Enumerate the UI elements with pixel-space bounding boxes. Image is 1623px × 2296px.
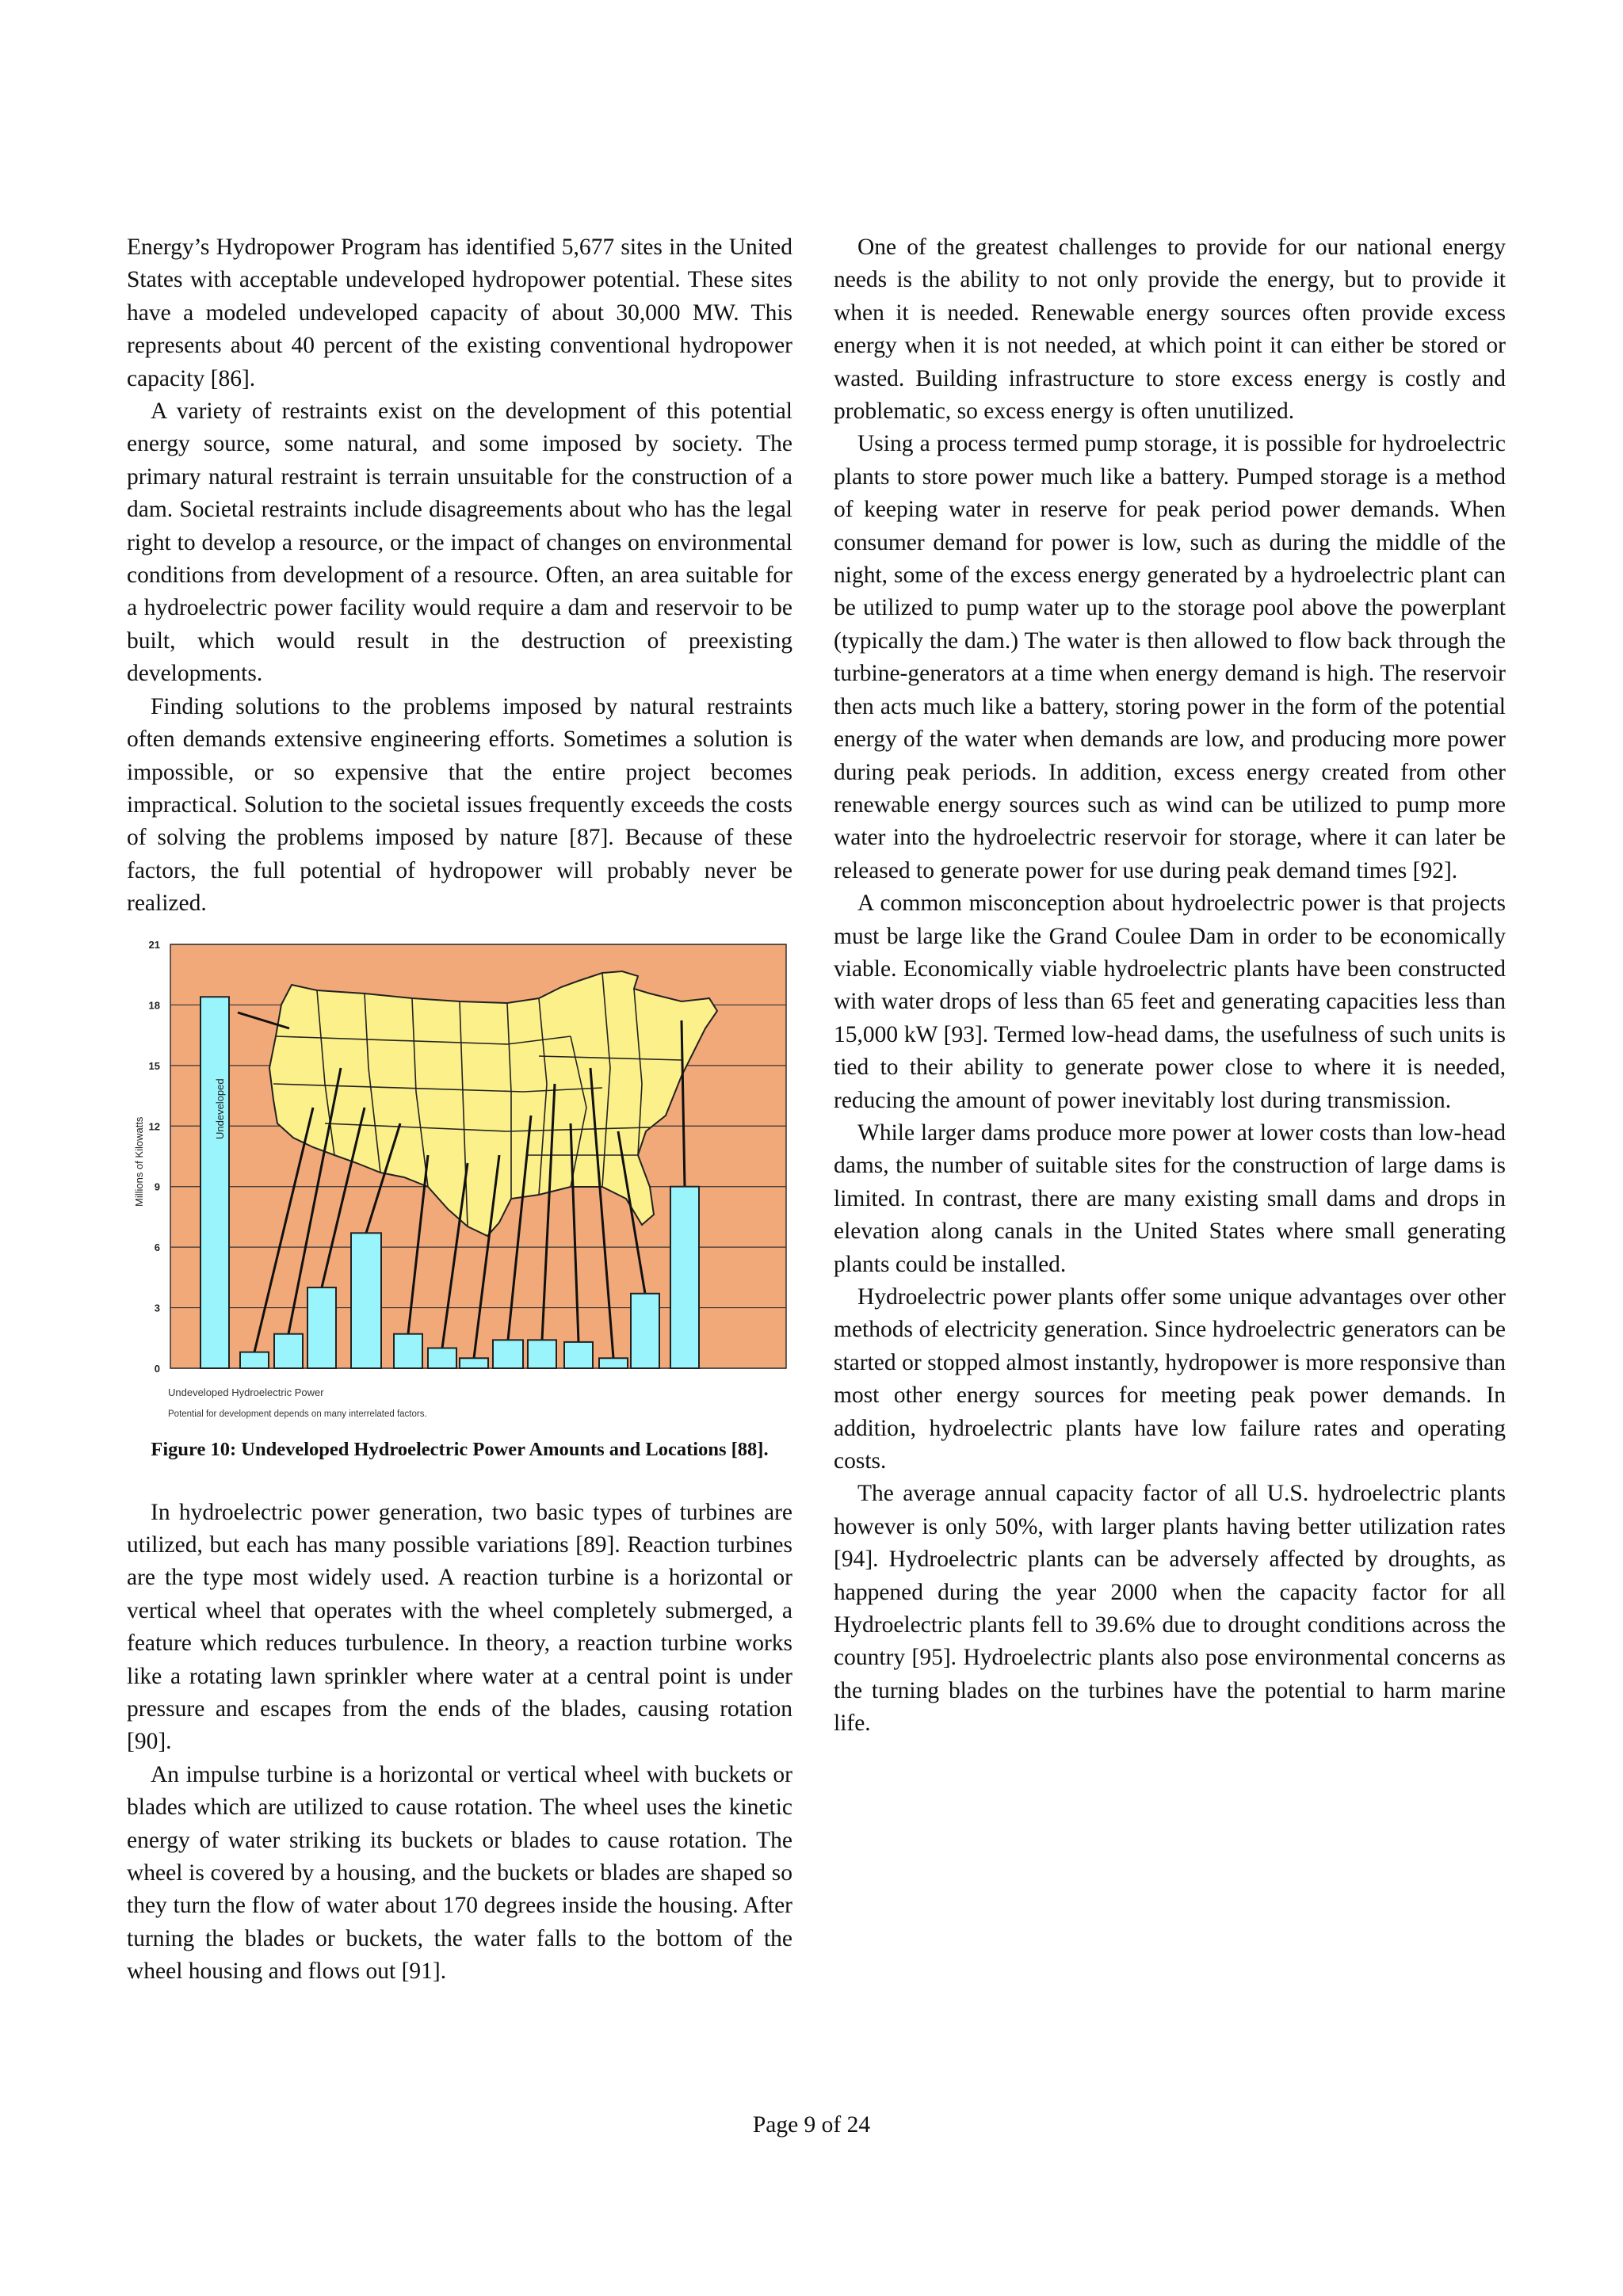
y-tick-label: 18 xyxy=(148,998,160,1011)
bar xyxy=(564,1341,593,1367)
paragraph: In hydroelectric power generation, two basic types of turbines are utilized, but each has many possible variations [89]. Reaction turbines are the type most widely used. A reaction turbine is a horizontal or vertical wheel that operates with the wheel completely submerged, a feature which reduces turbulence. In theory, a reaction turbine works like a rotating lawn sprinkler where water at a central point is under pressure and escapes from the ends of the blades, causing rotation [90]. xyxy=(127,1499,792,1755)
y-axis-title: Millions of Kilowatts xyxy=(133,1116,145,1207)
y-tick-label: 0 xyxy=(154,1362,160,1375)
figure-10 xyxy=(127,925,792,1462)
paragraph: Hydroelectric power plants offer some unique advantages over other methods of electricity generation. Since hydroelectric generators can be started or stopped almost instantly, hydropower is more responsive than most other energy sources for meeting peak power demands. In addition, hydroelectric plants have low failure rates and operating costs. xyxy=(834,1284,1506,1474)
bar xyxy=(240,1352,269,1367)
y-tick-label: 12 xyxy=(148,1119,160,1132)
paragraph: While larger dams produce more power at lower costs than low-head dams, the number of suitable sites for the construction of large dams is limited. In contrast, there are many existing small dams and drops in elevation along canals in the United States where small generating plants could be installed. xyxy=(834,1119,1506,1277)
bar xyxy=(394,1333,422,1367)
bar xyxy=(599,1358,628,1368)
y-tick-label: 3 xyxy=(154,1302,160,1314)
bar xyxy=(200,997,229,1368)
y-tick-label: 6 xyxy=(154,1241,160,1253)
paragraph: One of the greatest challenges to provide for our national energy needs is the ability to not only provide the energy, but to provide it when it is needed. Renewable energy sources often provide excess energy when it is not needed, at which point it can either be stored or wasted. Building infrastructure to store excess energy is costly and problematic, so excess energy is often unutilized. xyxy=(834,235,1506,425)
hydropower-chart xyxy=(127,925,792,1432)
y-tick-label: 9 xyxy=(154,1180,160,1193)
paragraph: The average annual capacity factor of all U.S. hydroelectric plants however is only 50%, with larger plants having better utilization rates [94]. Hydroelectric plants can be adversely affected by droughts, as happened during the year 2000 when the capacity factor for all Hydroelectric plants fell to 39.6% due to drought conditions across the country [95]. Hydroelectric plants also pose environmental concerns as the turning blades on the turbines have the potential to harm marine life. xyxy=(834,1481,1506,1737)
bar xyxy=(428,1348,456,1367)
bar xyxy=(307,1287,336,1368)
page-number: Page 9 of 24 xyxy=(752,2112,871,2138)
legend-line-1: Undeveloped Hydroelectric Power xyxy=(168,1386,324,1398)
y-tick-label: 15 xyxy=(148,1059,160,1072)
figure-caption: Figure 10: Undeveloped Hydroelectric Power Amounts and Locations [88]. xyxy=(151,1438,769,1460)
paragraph: Finding solutions to the problems imposed by natural restraints often demands extensive engineering efforts. Sometimes a solution is impossible, or so expensive that the entire project becomes impractical. Solution to the societal issues frequently exceeds the costs of solving the problems imposed by nature [87]. Because of these factors, the full potential of hydropower will probably never be realized. xyxy=(127,693,792,917)
paragraph: Using a process termed pump storage, it is possible for hydroelectric plants to store power much like a battery. Pumped storage is a method of keeping water in reserve for peak period power demands. When consumer demand for power is low, such as during the middle of the night, some of the excess energy generated by a hydroelectric plant can be utilized to pump water up to the storage pool above the powerplant (typically the dam.) The water is then allowed to flow back through the turbine-generators at a time when energy demand is high. The reservoir then acts much like a battery, storing power in the form of the potential energy of the water when demands are low, and producing more power during peak periods. In addition, excess energy created from other renewable energy sources such as wind can be utilized to pump more water into the hydroelectric reservoir for storage, where it can later be released to generate power for use during peak demand times [92]. xyxy=(834,431,1506,883)
paragraph: A common misconception about hydroelectric power is that projects must be large like the Grand Coulee Dam in order to be economically viable. Economically viable hydroelectric plants have been constructed with water drops of less than 65 feet and generating capacities less than 15,000 kW [93]. Termed low-head dams, the usefulness of such units is tied to their ability to generate power close to where it is needed, reducing the amount of power inevitably lost during transmission. xyxy=(834,891,1506,1113)
bar xyxy=(351,1233,381,1368)
bar xyxy=(631,1293,659,1367)
bar xyxy=(274,1333,303,1367)
legend-line-2: Potential for development depends on many interrelated factors. xyxy=(168,1409,427,1419)
paragraph: An impulse turbine is a horizontal or vertical wheel with buckets or blades which are utilized to cause rotation. The wheel uses the kinetic energy of water striking its buckets or blades to cause rotation. The wheel is covered by a housing, and the buckets or blades are shaped so they turn the flow of water about 170 degrees inside the housing. After turning the blades or buckets, the water falls to the bottom of the wheel housing and flows out [91]. xyxy=(127,1761,792,1985)
y-tick-label: 21 xyxy=(148,938,160,951)
bar xyxy=(528,1340,556,1368)
bar xyxy=(493,1340,523,1368)
right-column xyxy=(834,231,1506,1741)
paragraph: Energy’s Hydropower Program has identified 5,677 sites in the United States with acceptable undeveloped hydropower potential. These sites have a modeled undeveloped capacity of about 30,000 MW. This represents about 40 percent of the existing conventional hydropower capacity [86]. xyxy=(127,235,792,391)
bar xyxy=(460,1358,488,1368)
bar xyxy=(670,1186,699,1367)
bar-label-undeveloped: Undeveloped xyxy=(214,1077,226,1139)
left-column xyxy=(127,231,792,1989)
paragraph: A variety of restraints exist on the development of this potential energy source, some natural, and some imposed by society. The primary natural restraint is terrain unsuitable for the construction of a dam. Societal restraints include disagreements about who has the legal right to develop a resource, or the impact of changes on environmental conditions from development of a resource. Often, an area suitable for a hydroelectric power facility would require a dam and reservoir to be built, which would result in the destruction of preexisting developments. xyxy=(127,399,792,687)
